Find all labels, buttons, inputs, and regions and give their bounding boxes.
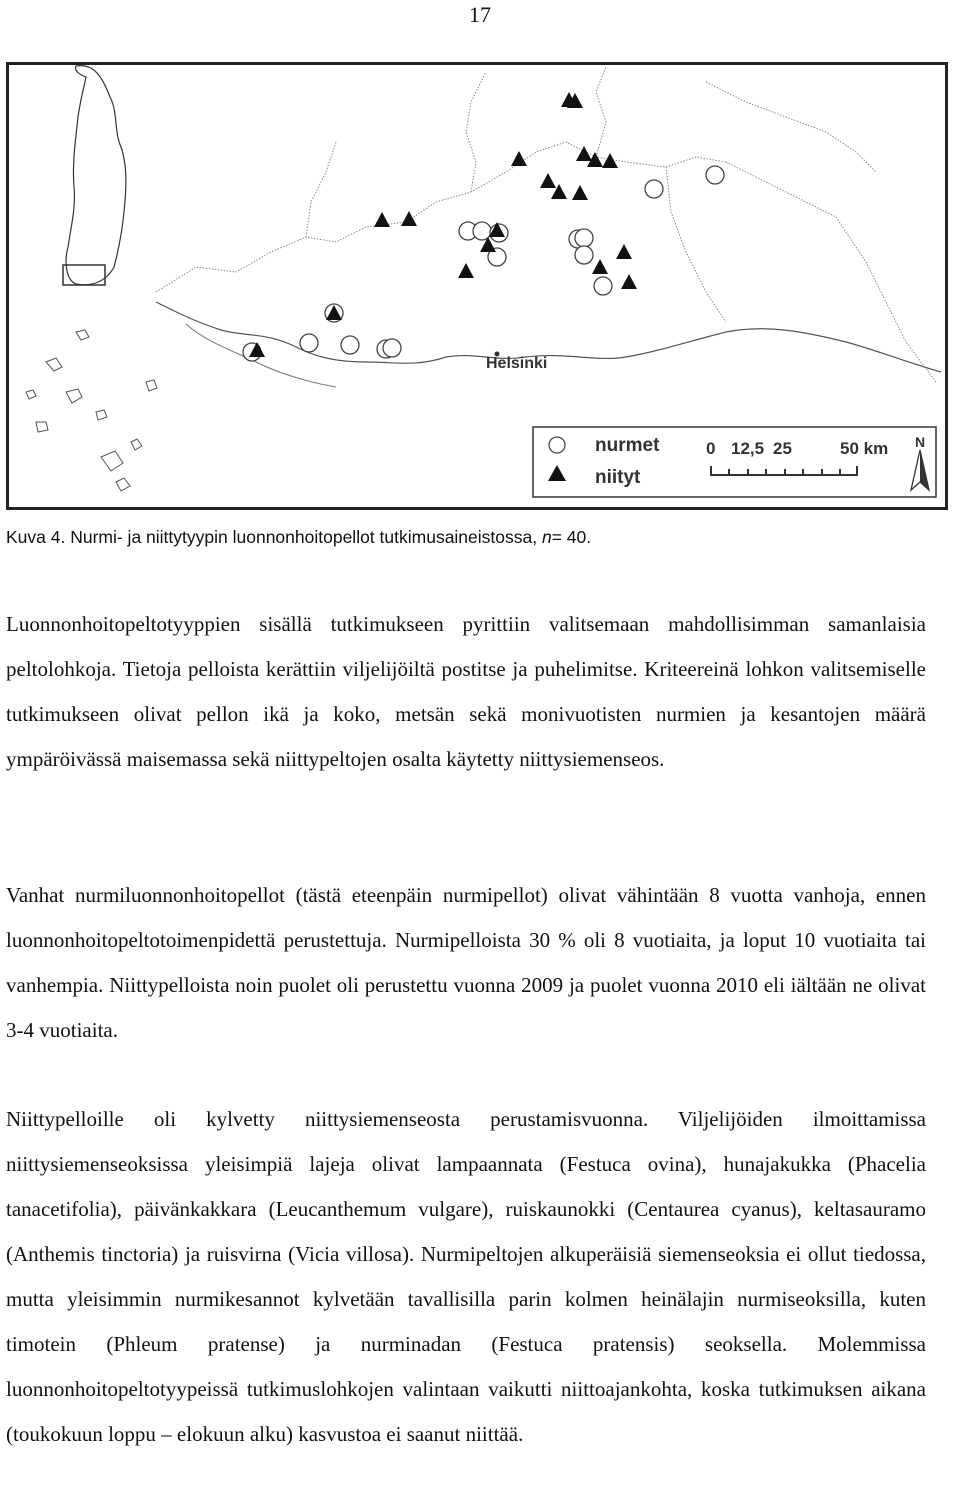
legend-meadow-label: nurmet	[595, 435, 660, 456]
paragraph-seed-mixes: Niittypelloille oli kylvetty niittysiemenseosta perustamisvuonna. Viljelijöiden ilmoittamissa niittysiemenseoksissa yleisimpiä lajeja olivat lampaannata (Festuca ovina), hunajakukka (Phacelia tanacetifolia), päivänkakkara (Leucanthemum vulgare), ruiskaunokki (Centaurea cyanus), keltasauramo (Anthemis tinctoria) ja ruisvirna (Vicia villosa). Nurmipeltojen alkuperäisiä siemenseoksia ei ollut tiedossa, mutta yleisimmin nurmikesannot kylvetään tavallisilla parin kolmen heinälajin nurmiseoksilla, kuten timotein (Phleum pratense) ja nurminadan (Festuca pratensis) seoksella. Molemmissa luonnonhoitopeltotyypeissä tutkimuslohkojen valintaan vaikutti niittoajankohta, koska tutkimuksen aikana (toukokuun loppu – elokuun alku) kasvustoa ei saanut niittää.	[6, 1107, 926, 1446]
helsinki-label: Helsinki	[486, 355, 548, 372]
meadow-site	[341, 336, 359, 354]
study-site-map	[6, 62, 948, 510]
scale-label-25: 25	[773, 439, 792, 458]
scale-label-50: 50 km	[840, 439, 889, 458]
meadow-site	[706, 166, 724, 184]
page-number: 17	[469, 2, 491, 27]
meadow-site	[575, 246, 593, 264]
legend-meadow-symbol	[549, 437, 565, 453]
meadow-site	[300, 334, 318, 352]
legend-grassland-label: niityt	[595, 467, 641, 488]
paragraph-site-selection: Luonnonhoitopeltotyyppien sisällä tutkimukseen pyrittiin valitsemaan mahdollisimman samanlaisia peltolohkoja. Tietoja pelloista kerättiin viljelijöiltä postitse ja puhelimitse. Kriteereinä lohkon valitsemiselle tutkimukseen olivat pellon ikä ja koko, metsän sekä monivuotisten nurmien ja kesantojen määrä ympäröivässä maisemassa sekä niittypeltojen osalta käytetty niittysiemenseos.	[6, 612, 926, 771]
caption-n: n	[541, 527, 552, 547]
meadow-site	[383, 339, 401, 357]
meadow-site	[594, 277, 612, 295]
caption-text: Kuva 4. Nurmi- ja niittytyypin luonnonhoitopellot tutkimusaineistossa,	[6, 527, 542, 547]
figure-caption	[6, 527, 946, 548]
scale-label-12-5: 12,5	[731, 439, 765, 458]
meadow-site	[473, 222, 491, 240]
scale-label-0: 0	[706, 439, 716, 458]
map-legend	[533, 427, 936, 497]
north-label: N	[915, 434, 926, 450]
meadow-site	[645, 180, 663, 198]
meadow-site	[575, 229, 593, 247]
caption-count: = 40.	[551, 527, 592, 547]
paragraph-field-age: Vanhat nurmiluonnonhoitopellot (tästä eteenpäin nurmipellot) olivat vähintään 8 vuotta vanhoja, ennen luonnonhoitopeltotoimenpidettä perustettuja. Nurmipelloista 30 % oli 8 vuotiaita, ja loput 10 vuotiaita tai vanhempia. Niittypelloista noin puolet oli perustettu vuonna 2009 ja puolet vuonna 2010 eli iältään ne olivat 3-4 vuotiaita.	[6, 883, 926, 1042]
